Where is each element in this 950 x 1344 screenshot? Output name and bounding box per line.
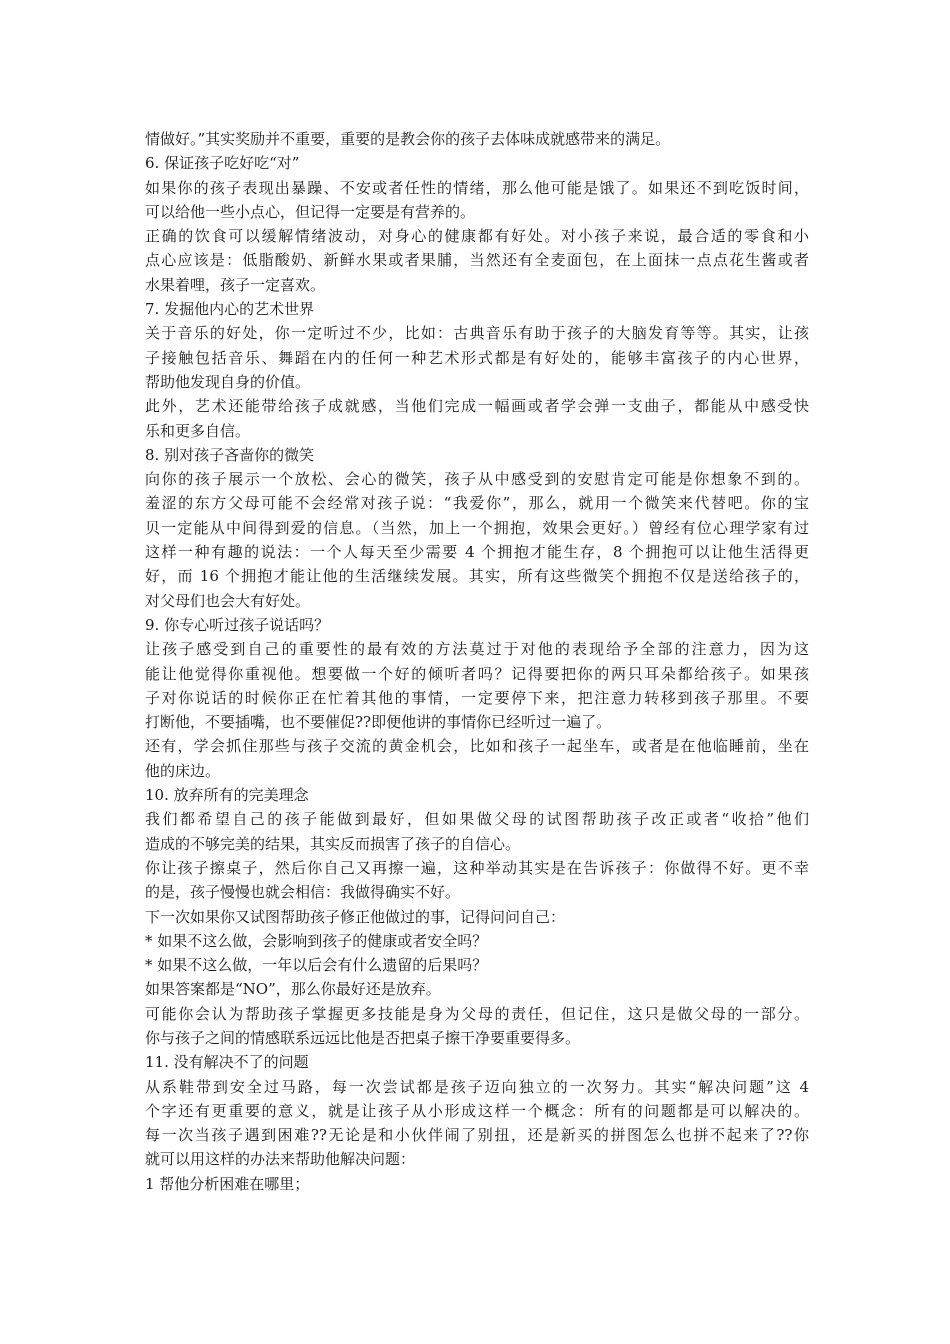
- text-line: 11. 没有解决不了的问题: [145, 1053, 309, 1072]
- text-line: 能让他觉得你重视他。想要做一个好的倾听者吗？记得要把你的两只耳朵都给孩子。如果孩: [145, 664, 809, 683]
- text-line: 从系鞋带到安全过马路，每一次尝试都是孩子迈向独立的一次努力。其实“解决问题”这 4: [145, 1077, 809, 1096]
- text-line: 让孩子感受到自己的重要性的最有效的方法莫过于对他的表现给予全部的注意力，因为这: [145, 640, 809, 659]
- text-line: 子接触包括音乐、舞蹈在内的任何一种艺术形式都是有好处的，能够丰富孩子的内心世界，: [145, 348, 809, 367]
- text-line: 贝一定能从中间得到爱的信息。（当然，加上一个拥抱，效果会更好。）曾经有位心理学家有过: [145, 518, 809, 537]
- text-line: 这样一种有趣的说法：一个人每天至少需要 4 个拥抱才能生存，8 个拥抱可以让他生活得更: [145, 543, 809, 562]
- text-line: 你让孩子擦桌子，然后你自己又再擦一遍，这种举动其实是在告诉孩子：你做得不好。更不幸: [145, 858, 809, 877]
- text-line: * 如果不这么做，一年以后会有什么遗留的后果吗？: [145, 956, 488, 975]
- text-line: 如果你的孩子表现出暴躁、不安或者任性的情绪，那么他可能是饿了。如果还不到吃饭时间，: [145, 178, 809, 197]
- text-line: 8. 别对孩子吝啬你的微笑: [145, 445, 315, 464]
- text-line: 我们都希望自己的孩子能做到最好，但如果做父母的试图帮助孩子改正或者“收拾”他们: [145, 810, 809, 829]
- text-line: 好，而 16 个拥抱才能让他的生活继续发展。其实，所有这些微笑个拥抱不仅是送给孩子的，: [145, 567, 809, 586]
- text-line: 子对你说话的时候你正在忙着其他的事情，一定要停下来，把注意力转移到孩子那里。不要: [145, 688, 809, 707]
- text-line: 情做好。”其实奖励并不重要，重要的是教会你的孩子去体味成就感带来的满足。: [145, 130, 671, 148]
- text-line: 对父母们也会大有好处。: [145, 591, 311, 610]
- text-line: 10. 放弃所有的完美理念: [145, 786, 309, 805]
- text-line: 此外，艺术还能带给孩子成就感，当他们完成一幅画或者学会弹一支曲子，都能从中感受快: [145, 397, 809, 416]
- text-line: 关于音乐的好处，你一定听过不少，比如：古典音乐有助于孩子的大脑发育等等。其实，让孩: [145, 324, 809, 343]
- text-line: 7. 发掘他内心的艺术世界: [145, 300, 315, 319]
- text-line: 每一次当孩子遇到困难??无论是和小伙伴闹了别扭，还是新买的拼图怎么也拼不起来了??你: [145, 1126, 809, 1145]
- text-line: 造成的不够完美的结果，其实反而损害了孩子的自信心。: [145, 834, 521, 853]
- text-line: 下一次如果你又试图帮助孩子修正他做过的事，记得问问自己：: [145, 907, 566, 926]
- text-line: 就可以用这样的办法来帮助他解决问题：: [145, 1150, 416, 1169]
- text-line: 水果着哩，孩子一定喜欢。: [145, 275, 326, 294]
- text-line: 还有，学会抓住那些与孩子交流的黄金机会，比如和孩子一起坐车，或者是在他临睡前，坐在: [145, 737, 809, 756]
- text-line: 可能你会认为帮助孩子掌握更多技能是身为父母的责任，但记住，这只是做父母的一部分。: [145, 1004, 809, 1023]
- text-line: 帮助他发现自身的价值。: [145, 372, 311, 391]
- text-line: 可以给他一些小点心，但记得一定要是有营养的。: [145, 202, 476, 221]
- text-line: 如果答案都是“NO”，那么你最好还是放弃。: [145, 980, 441, 999]
- text-line: 正确的饮食可以缓解情绪波动，对身心的健康都有好处。对小孩子来说，最合适的零食和小: [145, 227, 809, 246]
- text-line: * 如果不这么做，会影响到孩子的健康或者安全吗？: [145, 931, 488, 950]
- text-line: 个字还有更重要的意义，就是让孩子从小形成这样一个概念：所有的问题都是可以解决的。: [145, 1101, 809, 1120]
- text-line: 9. 你专心听过孩子说话吗？: [145, 615, 330, 634]
- text-line: 你与孩子之间的情感联系远远比他是否把桌子擦干净要重要得多。: [145, 1028, 581, 1047]
- document-page: [145, 127, 809, 1196]
- text-line: 点心应该是：低脂酸奶、新鲜水果或者果脯，当然还有全麦面包，在上面抹一点点花生酱或者: [145, 251, 809, 270]
- text-line: 他的床边。: [145, 761, 221, 780]
- text-line: 羞涩的东方父母可能不会经常对孩子说：“我爱你”，那么，就用一个微笑来代替吧。你的宝: [145, 494, 809, 513]
- text-line: 6. 保证孩子吃好吃“对”: [145, 154, 300, 173]
- text-line: 的是，孩子慢慢也就会相信：我做得确实不好。: [145, 883, 461, 902]
- text-line: 乐和更多自信。: [145, 421, 251, 440]
- text-line: 打断他，不要插嘴，也不要催促??即便他讲的事情你已经听过一遍了。: [145, 713, 612, 732]
- text-line: 1 帮他分析困难在哪里；: [145, 1174, 310, 1193]
- text-line: 向你的孩子展示一个放松、会心的微笑，孩子从中感受到的安慰肯定可能是你想象不到的。: [145, 470, 809, 489]
